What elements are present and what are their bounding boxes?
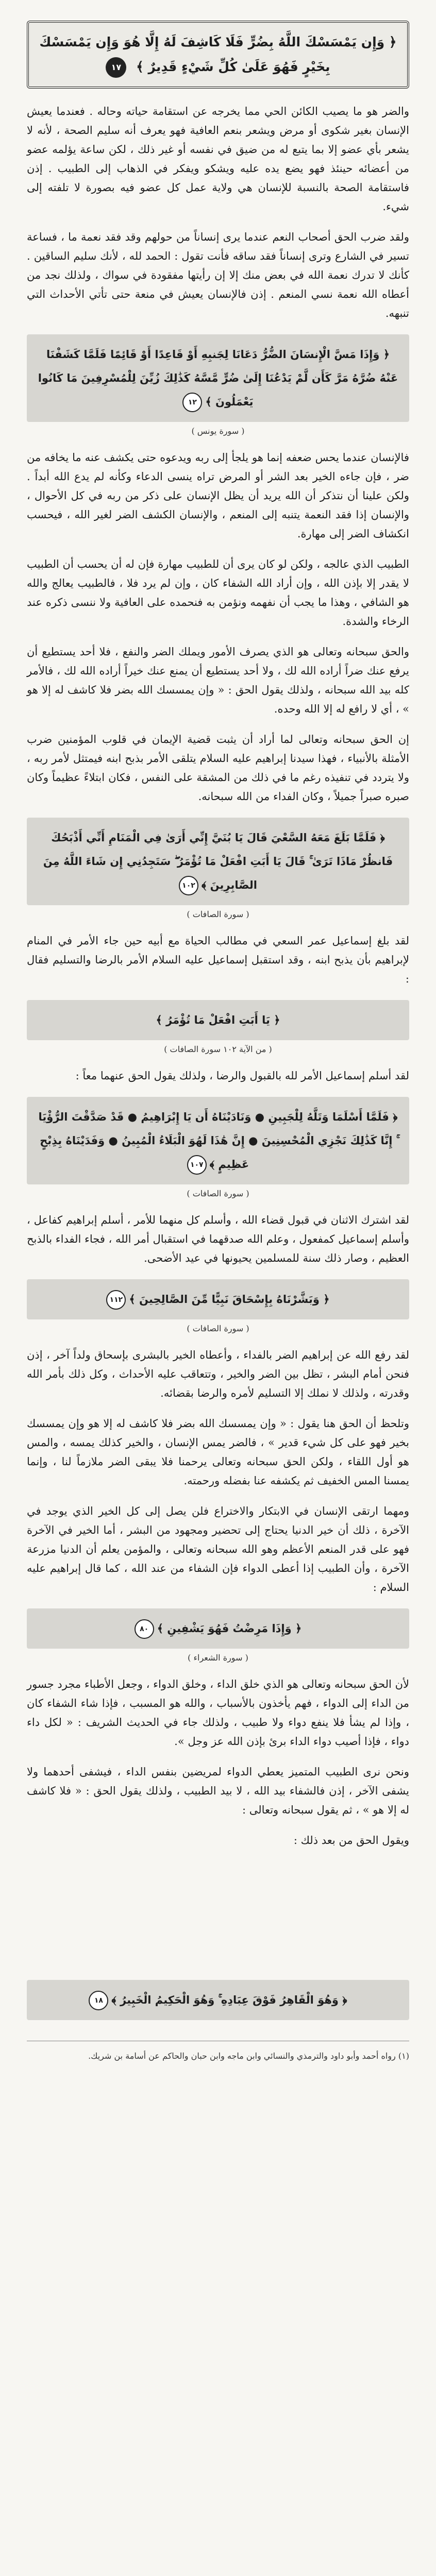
paragraph: فالإنسان عندما يحس ضعفه إنما هو يلجأ إلى ربه ويدعوه حتى يكشف عنه ما يخافه من ضر ، فإن جاءه الخير بعد الشر أو المرض تراه ينسى الدعاء وكأنه لم يدع الله أبداً . ولكن علينا أن نتذكر أن الله يريد أن يظل الإنسان على ذكر من ربه في كل الأحوال ، والإنسان إذا فقد النعمة يتنبه إلى المنعم ، والإنسان الكشف الضر لغير الله ، فيحسب انكشاف الضر إلى مهارة. [27,451,409,540]
paragraph: لأن الحق سبحانه وتعالى هو الذي خلق الداء ، وخلق الدواء ، وجعل الأطباء مجرد جسور من الداء إلى الدواء ، فهم يأخذون بالأسباب ، والله هو المسبب ، فإذا شاء الشفاء كان ، وإذا لم يشأ فلا ينفع دواء ولا طبيب ، ولذلك جاء في الحديث الشريف : « لكل داء دواء ، فإذا أصيب دواء الداء برئ بإذن الله عز وجل ». [27,1678,409,1748]
paragraph: الطبيب الذي عالجه ، ولكن لو كان يرى أن للطبيب مهارة فإن له أن يحسب أن الطبيب لا يقدر إلا بإذن الله ، وإن أراد الله الشفاء كان ، وإن لم يرد فلا ، فالطبيب يعالج والله هو الشافي ، وهذا ما يجب أن نفهمه ونؤمن به فنحمده على العافية ولا ننسى ذكره عند الرخاء والشدة. [27,558,409,628]
spacer [27,1861,409,1975]
surah-reference: ( سورة الشعراء ) [188,1653,248,1663]
header-verse-text: ﴿ وَإِن يَمْسَسْكَ اللَّهُ بِضُرٍّ فَلَا كَاشِفَ لَهُ إِلَّا هُوَ وَإِن يَمْسَسْكَ بِخَيْرٍ فَهُوَ عَلَىٰ كُلِّ شَيْءٍ قَدِيرٌ ﴾ [39,35,397,74]
quran-verse-block [27,1608,409,1649]
surah-reference: ( سورة الصافات ) [187,1324,249,1333]
header-verse-box [27,21,409,89]
paragraph: لقد رفع الله عن إبراهيم الضر بالفداء ، وأعطاه الخير بالبشرى بإسحاق ولداً آخر ، إذن فنحن أمام البشر ، تظل بين الضر والخير ، وتتعاقب عليه الأحداث ، وكل ذلك بأمر الله وقدرته ، ولذلك لا نملك إلا التسليم لأمره والرضا بقضائه. [27,1349,409,1399]
paragraph: ويقول الحق من بعد ذلك : [293,1834,409,1846]
verse-number-badge: ١٠٢ [179,876,198,895]
quran-verse-text: ﴿ وَإِذَا مَسَّ الْإِنسَانَ الضُّرُّ دَعَانَا لِجَنبِهِ أَوْ قَاعِدًا أَوْ قَائِمًا فَلَمَّا كَشَفْنَا عَنْهُ ضُرَّهُ مَرَّ كَأَن لَّمْ يَدْعُنَا إِلَىٰ ضُرٍّ مَّسَّهُ كَذَٰلِكَ زُيِّنَ لِلْمُسْرِفِينَ مَا كَانُوا يَعْمَلُونَ ﴾ [38,348,398,408]
verse-number-badge: ٨٠ [135,1619,154,1639]
surah-reference: ( سورة الصافات ) [187,1189,249,1198]
quran-verse-text: ﴿ فَلَمَّا أَسْلَمَا وَتَلَّهُ لِلْجَبِينِ ● وَنَادَيْنَاهُ أَن يَا إِبْرَاهِيمُ ● قَدْ صَدَّقْتَ الرُّؤْيَا ۚ إِنَّا كَذَٰلِكَ نَجْزِي الْمُحْسِنِينَ ● إِنَّ هَٰذَا لَهُوَ الْبَلَاءُ الْمُبِينُ ● وَفَدَيْنَاهُ بِذِبْحٍ عَظِيمٍ ﴾ [38,1111,398,1171]
verse-number-badge: ١١٢ [106,1290,126,1310]
paragraph: لقد أسلم إسماعيل الأمر لله بالقبول والرضا ، ولذلك يقول الحق عنهما معاً : [75,1070,409,1082]
paragraph: والحق سبحانه وتعالى هو الذي يصرف الأمور ويملك الضر والنفع ، فلا أحد يستطيع أن يرفع عنك ضراً أراده الله لك ، ولا أحد يستطيع أن يمنع عنك خيراً أراده الله لك ، فالأمر كله بيد الله سبحانه ، ولذلك يقول الحق : « وإن يمسسك الله بضر فلا كاشف له إلا هو » ، أي لا رافع له إلا الله وحده. [27,646,409,715]
quran-verse-block [27,334,409,422]
paragraph: والضر هو ما يصيب الكائن الحي مما يخرجه عن استقامة حياته وحاله . فعندما يعيش الإنسان بغير شكوى أو مرض ويشعر بنعم العافية فهو يعرف أنه سليم الصحة ، لأنه لا يشعر بأي عضو إلا بما يتبع له من ضيق في نفسه أو غير ذلك ، لكن ساعة يؤلمه عضو من أعضائه حينئذ فهو يضع يده عليه ويشكو ويفكر في الذهاب إلى الطبيب . إذن فاستقامة الصحة بالنسبة للإنسان هي ولاية عمل كل عضو فيه بصورة لا تلفته إلى شيء. [27,105,409,213]
quran-verse-block [27,1980,409,2020]
quran-verse-text: ﴿ وَهُوَ الْقَاهِرُ فَوْقَ عِبَادِهِ ۚ وَهُوَ الْحَكِيمُ الْخَبِيرُ ﴾ [111,1994,347,2006]
quran-verse-text: ﴿ وَإِذَا مَرِضْتُ فَهُوَ يَشْفِينِ ﴾ [157,1622,302,1635]
quran-verse-text: ﴿ فَلَمَّا بَلَغَ مَعَهُ السَّعْيَ قَالَ يَا بُنَيَّ إِنِّي أَرَىٰ فِي الْمَنَامِ أَنِّي أَذْبَحُكَ فَانظُرْ مَاذَا تَرَىٰ ۚ قَالَ يَا أَبَتِ افْعَلْ مَا تُؤْمَرُ ۖ سَتَجِدُنِي إِن شَاءَ اللَّهُ مِنَ الصَّابِرِينَ ﴾ [43,832,393,891]
quran-verse-block [27,1097,409,1184]
paragraph: لقد بلغ إسماعيل عمر السعي في مطالب الحياة مع أبيه حين جاء الأمر في المنام لإبراهيم بأن يذبح ابنه ، وقد استقبل إسماعيل عليه السلام الأمر بالرضا والتسليم فقال : [27,935,409,985]
verse-number-badge: ١٧ [106,57,126,78]
paragraph: لقد اشترك الاثنان في قبول قضاء الله ، وأسلم كل منهما للأمر ، أسلم إبراهيم كفاعل ، وأسلم إسماعيل كمفعول ، وعلم الله صدقهما في استقبال أمر الله ، فجاء الفداء بالذبح العظيم ، وصار ذلك سنة للمسلمين يحيونها في عيد الأضحى. [27,1214,409,1264]
verse-number-badge: ١٨ [89,1991,108,2010]
paragraph: ونحن نرى الطبيب المتميز يعطي الدواء لمريضين بنفس الداء ، فيشفى أحدهما ولا يشفى الآخر ، إذن فالشفاء بيد الله ، لا بيد الطبيب ، ولذلك يقول الحق : « فلا كاشف له إلا هو » ، ثم يقول سبحانه وتعالى : [27,1766,409,1816]
quran-verse-text: ﴿ وَبَشَّرْنَاهُ بِإِسْحَاقَ نَبِيًّا مِّنَ الصَّالِحِينَ ﴾ [129,1293,330,1306]
paragraph: ولقد ضرب الحق أصحاب النعم عندما يرى إنساناً من حولهم وقد فقد نعمة ما ، فساعة تسير في الشارع وترى إنساناً فقد ساقه فأنت تقول : الحمد لله ، لأنك سليم الساقين . كأنك لا تدرك نعمة الله في بعض منك إلا إن رأيتها مفقودة في سواك ، ولذلك نجد من أعطاه الله نعمة نسي المنعم . إذن فالإنسان يعيش في منعة حتى تأتي الأحداث التي تنبهه. [27,231,409,319]
surah-reference: ( من الآية ١٠٢ سورة الصافات ) [164,1044,272,1054]
paragraph: ومهما ارتقى الإنسان في الابتكار والاختراع فلن يصل إلى كل الخير الذي يوجد في الآخرة ، ذلك أن خير الدنيا يحتاج إلى تحضير ومجهود من البشر ، أما الخير في الآخرة فهو على قدر المنعم الأعظم وهو الله سبحانه وتعالى ، والمؤمن يعلم أن الدنيا مزرعة الآخرة ، وأن الطبيب إذا أعطى الدواء فإن الشفاء من عند الله ، كما قال إبراهيم عليه السلام : [27,1505,409,1594]
verse-number-badge: ١٠٧ [187,1155,207,1175]
paragraph: إن الحق سبحانه وتعالى لما أراد أن يثبت قضية الإيمان في قلوب المؤمنين ضرب الأمثلة بالأنبياء ، فهذا سيدنا إبراهيم عليه السلام يتلقى الأمر بذبح ابنه فيمتثل لأمر ربه ، ولا يتردد في تنفيذه رغم ما في ذلك من المشقة على النفس ، فكان ابتلاءً عظيماً وكان صبره صبراً جميلاً ، وكان الفداء من الله سبحانه. [27,733,409,803]
quran-verse-block [27,1279,409,1319]
surah-reference: ( سورة يونس ) [191,426,245,436]
surah-reference: ( سورة الصافات ) [187,909,249,919]
footnote: (١) رواه أحمد وأبو داود والترمذي والنسائي وابن ماجه وابن حبان والحاكم عن أسامة بن شريك. [88,2051,409,2061]
document-body [27,102,409,2020]
paragraph: وتلحظ أن الحق هنا يقول : « وإن يمسسك الله بضر فلا كاشف له إلا هو وإن يمسسك بخير فهو على كل شيء قدير » ، فالضر يمس الإنسان ، والخير كذلك يمسه ، والمس هو أول اللقاء ، ولكن الحق سبحانه وتعالى يرحمنا فلا يبقى الضر ملازماً لنا ، وإنما يمسنا المس الخفيف ثم يكشفه عنا بفضله ورحمته. [27,1417,409,1487]
quran-verse-text: ﴿ يَا أَبَتِ افْعَلْ مَا تُؤْمَرُ ﴾ [156,1014,280,1026]
quran-verse-block [27,818,409,905]
verse-number-badge: ١٢ [182,393,202,412]
quran-verse-block [27,1000,409,1040]
